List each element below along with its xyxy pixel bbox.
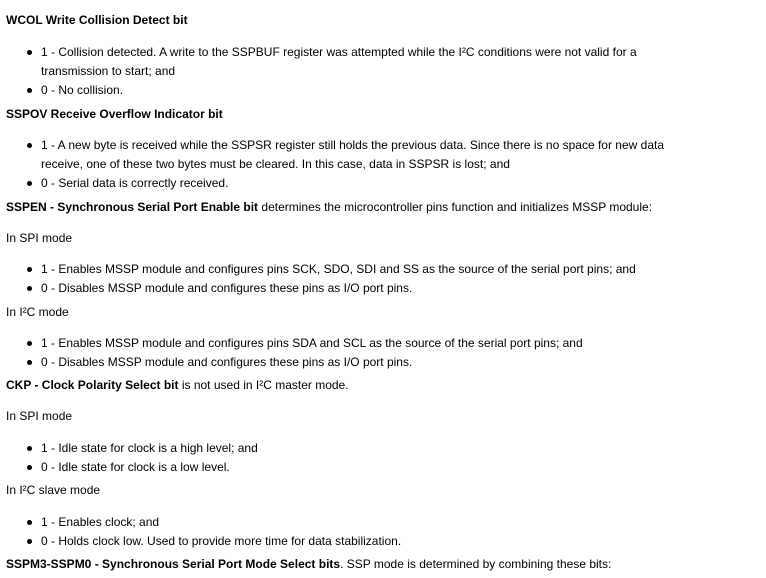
bullet-icon <box>27 520 32 525</box>
sspen-i2c-label: In I²C mode <box>6 305 69 319</box>
ckp-spi-label: In SPI mode <box>6 409 73 423</box>
bullet-icon <box>27 181 32 186</box>
sspov-item-1-cont: receive, one of these two bytes must be cleared. In this case, data in SSPSR is lost; and <box>41 157 510 171</box>
ckp-heading: CKP - Clock Polarity Select bit is not used in I²C master mode. <box>6 378 349 392</box>
bullet-icon <box>27 465 32 470</box>
sspen-heading: SSPEN - Synchronous Serial Port Enable bit determines the microcontroller pins function and initializes MSSP module: <box>6 200 653 214</box>
bullet-icon <box>27 88 32 93</box>
bullet-icon <box>27 267 32 272</box>
wcol-item-1-cont: transmission to start; and <box>41 64 176 78</box>
bullet-icon <box>27 360 32 365</box>
bullet-icon <box>27 446 32 451</box>
bullet-icon <box>27 143 32 148</box>
ckp-i2c-label: In I²C slave mode <box>6 483 101 497</box>
bullet-icon <box>27 341 32 346</box>
bullet-icon <box>27 286 32 291</box>
sspov-heading: SSPOV Receive Overflow Indicator bit <box>6 107 223 121</box>
wcol-heading: WCOL Write Collision Detect bit <box>6 13 188 27</box>
document-body: WCOL Write Collision Detect bit 1 - Collision detected. A write to the SSPBUF register was attempted while the I²C conditions were not valid for a transmission to start; and 0 - No collision. SSPOV Receive Overflow Indicator bit 1 - A new byte is received while the SSPSR register still holds the previous data. Since there is no space for new data receive, one of these two bytes must be cleared. In this case, data in SSPSR is lost; and 0 - Serial data is correctly received. SSPEN - Synchronous Serial Port Enable bit determines the microcontroller pins function and initializes MSSP module: In SPI mode 1 - Enables MSSP module and configures pins SCK, SDO, SDI and SS as the source of the serial port pins; and 0 - Disables MSSP module and configures these pins as I/O port pins. In I²C mode 1 - Enables MSSP module and configures pins SDA and SCL as the source of the serial port pins; and 0 - Disables MSSP module and configures these pins as I/O port pins. CKP - Clock Polarity Select bit is not used in I²C master mode. In SPI mode 1 - Idle state for clock is a high level; and 0 - Idle state for clock is a low level. In I²C slave mode 1 - Enables clock; and 0 - Holds clock low. Used to provide more time for data stabilization. SSPM3-SSPM0 - Synchronous Serial Port Mode Select bits. SSP mode is determined by combining these bits: <box>6 13 664 571</box>
sspm-heading: SSPM3-SSPM0 - Synchronous Serial Port Mode Select bits. SSP mode is determined by combining these bits: <box>6 557 612 571</box>
bullet-icon <box>27 50 32 55</box>
bullet-icon <box>27 539 32 544</box>
sspen-spi-label: In SPI mode <box>6 231 73 245</box>
